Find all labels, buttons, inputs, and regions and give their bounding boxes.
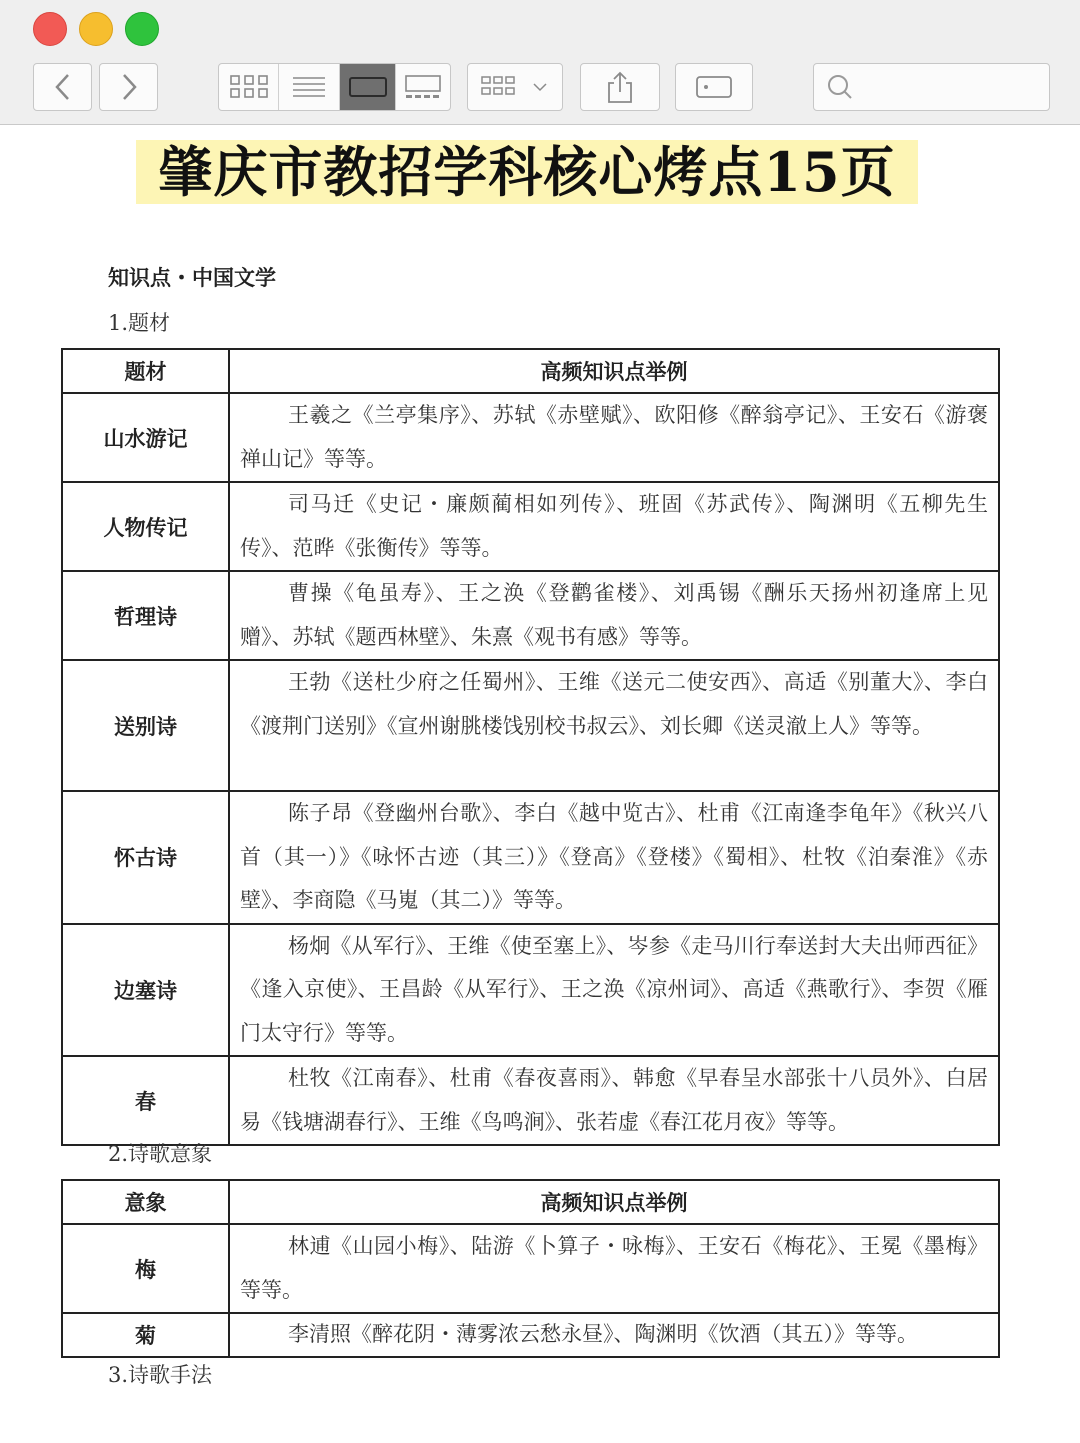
view-mode-control	[218, 63, 451, 111]
examples-cell: 王勃《送杜少府之任蜀州》、王维《送元二使安西》、高适《别董大》、李白《渡荆门送别》《宣州谢朓楼饯别校书叔云》、刘长卿《送灵澈上人》等等。	[229, 660, 999, 791]
search-icon	[826, 73, 854, 101]
group-grid-icon	[480, 74, 550, 100]
category-cell: 怀古诗	[62, 791, 229, 924]
examples-cell: 李清照《醉花阴・薄雾浓云愁永昼》、陶渊明《饮酒（其五）》等等。	[229, 1313, 999, 1357]
column-header: 意象	[62, 1180, 229, 1224]
forward-button[interactable]	[99, 63, 158, 111]
table-header-row	[62, 349, 999, 393]
share-icon	[605, 70, 635, 104]
subsection-heading-techniques: 3.诗歌手法	[108, 1363, 213, 1387]
table-row	[62, 1056, 999, 1145]
column-header: 题材	[62, 349, 229, 393]
minimize-window-button[interactable]	[79, 12, 113, 46]
examples-cell: 林逋《山园小梅》、陆游《卜算子・咏梅》、王安石《梅花》、王冕《墨梅》等等。	[229, 1224, 999, 1313]
imagery-table	[61, 1179, 1000, 1358]
category-cell: 山水游记	[62, 393, 229, 482]
view-single-page-button[interactable]	[340, 64, 396, 110]
window-titlebar	[0, 0, 1080, 125]
list-icon	[292, 75, 326, 99]
chevron-left-icon	[53, 72, 73, 102]
category-cell: 梅	[62, 1224, 229, 1313]
share-button[interactable]	[580, 63, 660, 111]
category-cell: 边塞诗	[62, 924, 229, 1057]
table-row	[62, 660, 999, 791]
search-field[interactable]	[813, 63, 1050, 111]
zoom-window-button[interactable]	[125, 12, 159, 46]
category-cell: 菊	[62, 1313, 229, 1357]
table-row	[62, 1313, 999, 1357]
table-row	[62, 791, 999, 924]
table-row	[62, 1224, 999, 1313]
category-cell: 春	[62, 1056, 229, 1145]
document-title: 肇庆市教招学科核心烤点15页	[136, 140, 918, 204]
category-cell: 人物传记	[62, 482, 229, 571]
table-header-row	[62, 1180, 999, 1224]
tag-button[interactable]	[675, 63, 753, 111]
examples-cell: 曹操《龟虽寿》、王之涣《登鹳雀楼》、刘禹锡《酬乐天扬州初逢席上见赠》、苏轼《题西林壁》、朱熹《观书有感》等等。	[229, 571, 999, 660]
examples-cell: 杨炯《从军行》、王维《使至塞上》、岑参《走马川行奉送封大夫出师西征》《逢入京使》、王昌龄《从军行》、王之涣《凉州词》、高适《燕歌行》、李贺《雁门太守行》等等。	[229, 924, 999, 1057]
view-icons-button[interactable]	[219, 64, 279, 110]
icon-grid-icon	[229, 74, 269, 100]
column-header: 高频知识点举例	[229, 349, 999, 393]
single-page-icon	[348, 75, 388, 99]
view-list-button[interactable]	[279, 64, 340, 110]
examples-cell: 司马迁《史记・廉颇蔺相如列传》、班固《苏武传》、陶渊明《五柳先生传》、范晔《张衡传》等等。	[229, 482, 999, 571]
table-row	[62, 571, 999, 660]
table-row	[62, 482, 999, 571]
category-cell: 哲理诗	[62, 571, 229, 660]
chevron-right-icon	[119, 72, 139, 102]
topics-table	[61, 348, 1000, 1146]
column-header: 高频知识点举例	[229, 1180, 999, 1224]
subsection-heading-topics: 1.题材	[108, 311, 171, 335]
category-cell: 送别诗	[62, 660, 229, 791]
filmstrip-icon	[403, 74, 443, 100]
group-by-button[interactable]	[467, 63, 563, 111]
examples-cell: 王羲之《兰亭集序》、苏轼《赤壁赋》、欧阳修《醉翁亭记》、王安石《游褒禅山记》等等。	[229, 393, 999, 482]
view-filmstrip-button[interactable]	[396, 64, 450, 110]
subsection-heading-imagery: 2.诗歌意象	[108, 1142, 213, 1166]
section-heading: 知识点・中国文学	[108, 266, 276, 290]
table-row	[62, 924, 999, 1057]
examples-cell: 陈子昂《登幽州台歌》、李白《越中览古》、杜甫《江南逢李龟年》《秋兴八首（其一）》《咏怀古迹（其三）》《登高》《登楼》《蜀相》、杜牧《泊秦淮》《赤壁》、李商隐《马嵬（其二）》等等。	[229, 791, 999, 924]
back-button[interactable]	[33, 63, 92, 111]
tag-icon	[694, 74, 734, 100]
close-window-button[interactable]	[33, 12, 67, 46]
table-row	[62, 393, 999, 482]
examples-cell: 杜牧《江南春》、杜甫《春夜喜雨》、韩愈《早春呈水部张十八员外》、白居易《钱塘湖春行》、王维《鸟鸣涧》、张若虚《春江花月夜》等等。	[229, 1056, 999, 1145]
